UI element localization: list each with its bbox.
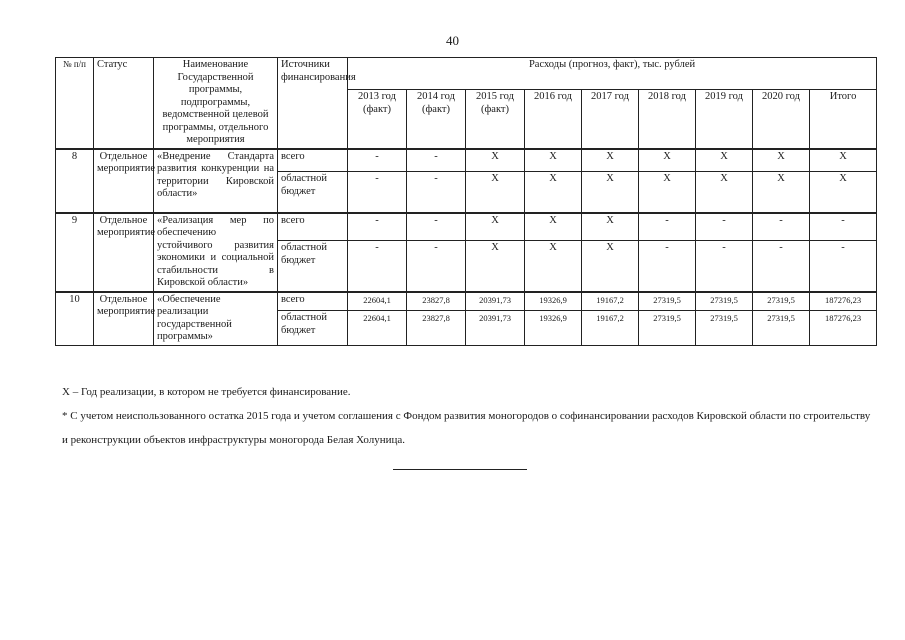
value-cell: X	[810, 149, 877, 172]
footnote-x-legend: Х – Год реализации, в котором не требуется финансирование.	[62, 386, 351, 398]
value-cell: -	[810, 213, 877, 241]
value-cell: X	[525, 172, 582, 213]
header-year-2015: 2015 год (факт)	[466, 90, 525, 149]
value-cell: -	[753, 213, 810, 241]
value-cell: -	[639, 241, 696, 292]
value-cell: -	[407, 213, 466, 241]
value-cell: 27319,5	[753, 311, 810, 345]
value-cell: X	[696, 172, 753, 213]
value-cell: X	[525, 149, 582, 172]
value-cell: 20391,73	[466, 311, 525, 345]
row-name: «Обеспечение реализации государственной программы»	[154, 292, 278, 346]
closing-rule	[393, 469, 527, 470]
value-cell: 20391,73	[466, 292, 525, 311]
value-cell: 187276,23	[810, 311, 877, 345]
header-year-2016: 2016 год	[525, 90, 582, 149]
value-cell: -	[810, 241, 877, 292]
value-cell: X	[466, 172, 525, 213]
value-cell: -	[696, 241, 753, 292]
row-status: Отдельное мероприятие	[94, 213, 154, 292]
value-cell: 27319,5	[696, 292, 753, 311]
value-cell: 19167,2	[582, 311, 639, 345]
row-number: 9	[56, 213, 94, 292]
header-num: № п/п	[56, 58, 94, 149]
budget-table	[55, 57, 877, 346]
header-expenses: Расходы (прогноз, факт), тыс. рублей	[348, 58, 877, 90]
row-source: всего	[278, 213, 348, 241]
header-total: Итого	[810, 90, 877, 149]
value-cell: X	[582, 172, 639, 213]
value-cell: -	[407, 241, 466, 292]
page-number: 40	[446, 33, 459, 48]
header-year-2020: 2020 год	[753, 90, 810, 149]
value-cell: 27319,5	[639, 311, 696, 345]
value-cell: X	[753, 149, 810, 172]
value-cell: -	[407, 172, 466, 213]
value-cell: X	[466, 149, 525, 172]
row-source: областной бюджет	[278, 172, 348, 213]
value-cell: -	[348, 241, 407, 292]
header-row-1	[56, 58, 877, 90]
value-cell: X	[582, 213, 639, 241]
value-cell: 19326,9	[525, 311, 582, 345]
row-source: всего	[278, 292, 348, 311]
header-year-2017: 2017 год	[582, 90, 639, 149]
value-cell: X	[810, 172, 877, 213]
value-cell: 27319,5	[753, 292, 810, 311]
header-year-2014: 2014 год (факт)	[407, 90, 466, 149]
value-cell: X	[639, 149, 696, 172]
header-year-2019: 2019 год	[696, 90, 753, 149]
row-status: Отдельное мероприятие	[94, 292, 154, 346]
table-row	[56, 213, 877, 241]
value-cell: -	[348, 149, 407, 172]
row-number: 10	[56, 292, 94, 346]
value-cell: X	[525, 213, 582, 241]
value-cell: X	[582, 241, 639, 292]
row-status: Отдельное мероприятие	[94, 149, 154, 213]
value-cell: X	[525, 241, 582, 292]
value-cell: 19326,9	[525, 292, 582, 311]
value-cell: 27319,5	[639, 292, 696, 311]
value-cell: -	[348, 172, 407, 213]
value-cell: -	[348, 213, 407, 241]
row-source: областной бюджет	[278, 311, 348, 345]
value-cell: 23827,8	[407, 292, 466, 311]
header-year-2018: 2018 год	[639, 90, 696, 149]
value-cell: 27319,5	[696, 311, 753, 345]
value-cell: X	[639, 172, 696, 213]
value-cell: X	[466, 213, 525, 241]
header-name: Наименование Государственной программы, подпрограммы, ведомственной целевой программы, отдельного мероприятия	[154, 58, 278, 149]
value-cell: X	[753, 172, 810, 213]
row-name: «Реализация мер по обеспечению устойчивого развития экономики и социальной стабильности в Кировской области»	[154, 213, 278, 292]
value-cell: -	[639, 213, 696, 241]
row-number: 8	[56, 149, 94, 213]
header-source: Источники финансирования	[278, 58, 348, 149]
value-cell: -	[753, 241, 810, 292]
footnotes	[62, 380, 872, 452]
footnote-asterisk: * С учетом неиспользованного остатка 2015 года и учетом соглашения с Фондом развития моногородов о софинансировании расходов Кировской области по строительству и реконструкции объектов инфраструктуры моногорода Белая Холуница.	[62, 410, 871, 446]
row-source: областной бюджет	[278, 241, 348, 292]
table-row	[56, 292, 877, 311]
header-year-2013: 2013 год (факт)	[348, 90, 407, 149]
value-cell: 23827,8	[407, 311, 466, 345]
value-cell: X	[466, 241, 525, 292]
table-row	[56, 149, 877, 172]
value-cell: -	[696, 213, 753, 241]
value-cell: 19167,2	[582, 292, 639, 311]
value-cell: 187276,23	[810, 292, 877, 311]
value-cell: X	[696, 149, 753, 172]
value-cell: -	[407, 149, 466, 172]
row-name: «Внедрение Стандарта развития конкуренции на территории Кировской области»	[154, 149, 278, 213]
value-cell: X	[582, 149, 639, 172]
value-cell: 22604,1	[348, 311, 407, 345]
value-cell: 22604,1	[348, 292, 407, 311]
row-source: всего	[278, 149, 348, 172]
header-status: Статус	[94, 58, 154, 149]
